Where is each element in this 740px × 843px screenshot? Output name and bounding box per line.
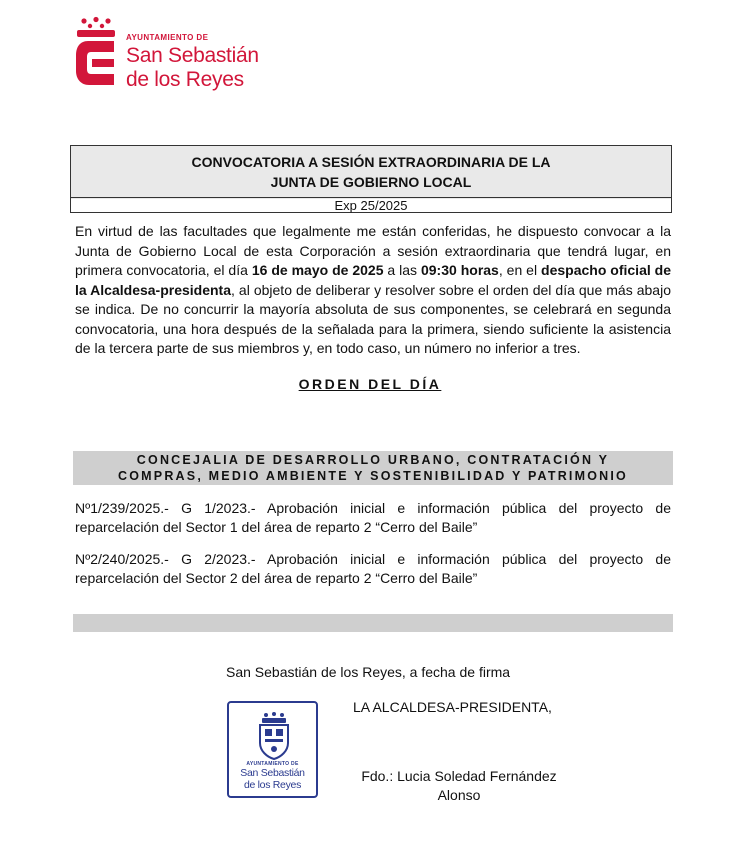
intro-text-4: , al objeto de deliberar y resolver sobre el orden del día que más abajo se indica. De no concurrir la mayoría absoluta de sus componentes, se celebrará en segunda convocatoria, una hora después de la señalada para la primera, siendo suficiente la asistencia de la tercera parte de sus miembros y, en todo caso, un número no inferior a tres. [75, 281, 671, 356]
intro-text-3: , en el [498, 262, 542, 278]
section-line1: CONCEJALIA DE DESARROLLO URBANO, CONTRATACIÓN Y [136, 453, 610, 467]
intro-paragraph [75, 222, 671, 359]
agenda-item: Nº1/239/2025.- G 1/2023.- Aprobación inicial e información pública del proyecto de reparcelación del Sector 1 del área de reparto 2 “Cerro del Baile” [75, 500, 671, 535]
section-title [73, 452, 673, 484]
signatory-role: LA ALCALDESA-PRESIDENTA, [353, 699, 552, 715]
stamp-name-line1: San Sebastián [240, 767, 305, 779]
session-date: 16 de mayo de 2025 [251, 262, 384, 278]
coat-of-arms-icon [254, 711, 294, 761]
title-line2: JUNTA DE GOBIERNO LOCAL [270, 174, 472, 190]
logo-name-line2: de los Reyes [126, 68, 244, 91]
intro-text-2: a las [383, 262, 421, 278]
title-heading [71, 146, 671, 198]
title-box [70, 145, 672, 213]
expedient-number: Exp 25/2025 [71, 199, 671, 212]
signatory-name-line1: Fdo.: Lucia Soledad Fernández [361, 768, 557, 784]
stamp-name-line2: de los Reyes [243, 779, 302, 791]
signatory-name [353, 767, 565, 805]
official-stamp [227, 701, 318, 798]
title-line1: CONVOCATORIA A SESIÓN EXTRAORDINARIA DE LA [191, 154, 551, 170]
crown-c-icon [74, 16, 118, 90]
place-date: San Sebastián de los Reyes, a fecha de firma [226, 664, 511, 680]
logo-name-line1: San Sebastián [126, 44, 259, 67]
agenda-item: Nº2/240/2025.- G 2/2023.- Aprobación inicial e información pública del proyecto de reparcelación del Sector 2 del área de reparto 2 “Cerro del Baile” [75, 551, 671, 586]
logo-caption: AYUNTAMIENTO DE [126, 33, 209, 42]
stamp-caption: AYUNTAMIENTO DE [246, 761, 299, 767]
municipal-logo [74, 16, 264, 90]
agenda-heading: ORDEN DEL DÍA [298, 376, 442, 392]
signatory-name-line2: Alonso [437, 787, 481, 803]
intro-text-1: En virtud de las facultades que legalmente me están conferidas, he dispuesto convocar a la Junta de Gobierno Local de esta Corporación a sesión extraordinaria que tendrá lugar, en primera convocatoria, el día [75, 223, 671, 278]
section-end-bar [73, 614, 673, 632]
session-time: 09:30 horas [420, 262, 499, 278]
section-line2: COMPRAS, MEDIO AMBIENTE Y SOSTENIBILIDAD Y PATRIMONIO [118, 469, 628, 483]
session-place: despacho oficial de la Alcaldesa-presidenta [75, 262, 672, 298]
